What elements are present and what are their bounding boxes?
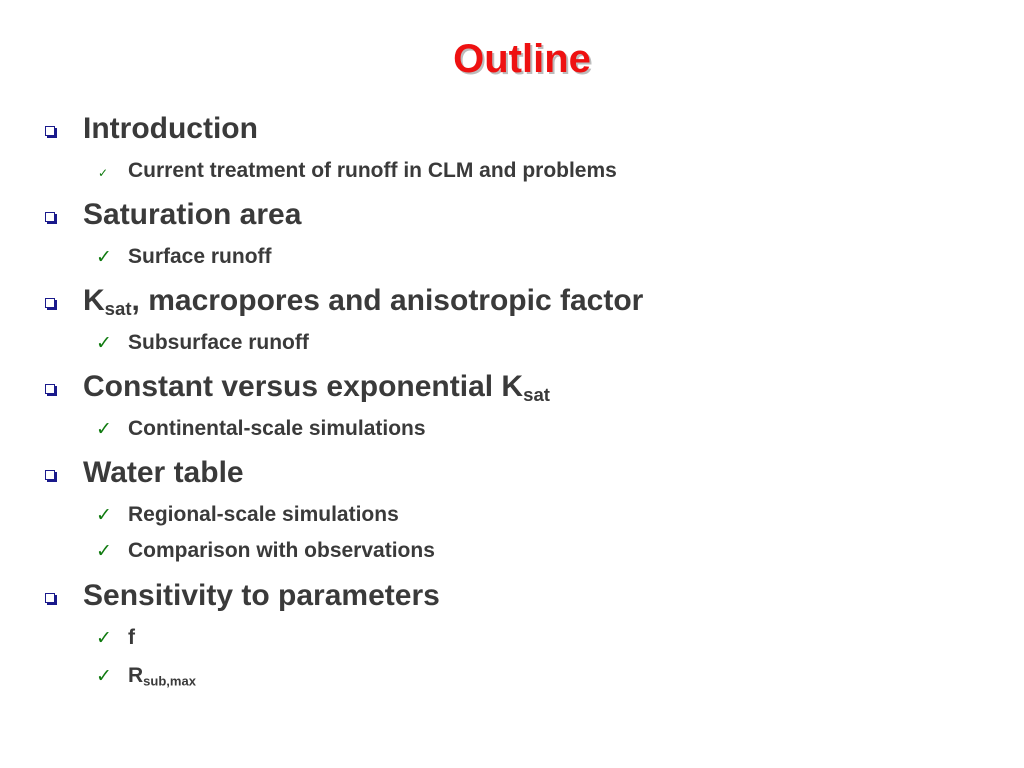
outline-subitem-label: Regional-scale simulations <box>128 503 399 526</box>
outline-subitem <box>96 502 399 528</box>
subscript: sat <box>104 298 132 320</box>
outline-subitem <box>96 538 435 564</box>
outline-item-label: Introduction <box>83 112 258 145</box>
outline-item <box>83 283 643 319</box>
subscript: sat <box>523 384 550 406</box>
outline-item <box>83 578 440 614</box>
square-bullet-icon <box>45 384 55 394</box>
outline-subitem-label: Surface runoff <box>128 245 272 268</box>
checkmark-icon: ✓ <box>96 246 112 268</box>
outline-subitem-label: Subsurface runoff <box>128 331 309 354</box>
outline-subitem-label: Current treatment of runoff in CLM and problems <box>128 159 617 182</box>
outline-item-label: Sensitivity to parameters <box>83 579 440 612</box>
outline-subitem <box>98 158 617 184</box>
slide-title: Outline <box>453 37 591 81</box>
checkmark-icon: ✓ <box>96 540 112 562</box>
outline-item <box>83 369 550 405</box>
square-bullet-icon <box>45 212 55 222</box>
checkmark-icon: ✓ <box>98 166 109 180</box>
outline-subitem <box>96 244 272 270</box>
square-bullet-icon <box>45 126 55 136</box>
outline-subitem <box>96 330 309 356</box>
outline-subitem <box>96 416 426 442</box>
outline-item-label: Water table <box>83 456 244 489</box>
outline-item <box>83 197 301 233</box>
checkmark-icon: ✓ <box>96 504 112 526</box>
outline-item-label: Saturation area <box>83 198 302 231</box>
outline-subitem-label: Continental-scale simulations <box>128 417 426 440</box>
outline-item-label: Constant versus exponential $K_{sat}$ <box>83 370 550 406</box>
outline-item <box>83 455 244 491</box>
outline-subitem-label: f <box>128 626 135 649</box>
square-bullet-icon <box>45 593 55 603</box>
checkmark-icon: ✓ <box>96 665 112 687</box>
outline-item <box>83 111 258 147</box>
outline-item-label: $K_{sat}$, macropores and anisotropic factor <box>83 284 644 320</box>
checkmark-icon: ✓ <box>96 627 112 649</box>
outline-subitem-label: $R_{sub,max}$ <box>128 664 196 689</box>
square-bullet-icon <box>45 298 55 308</box>
outline-subitem-label: Comparison with observations <box>128 539 435 562</box>
subscript: sub,max <box>143 673 196 689</box>
outline-subitem <box>96 625 135 651</box>
outline-subitem <box>96 663 196 689</box>
checkmark-icon: ✓ <box>96 332 112 354</box>
square-bullet-icon <box>45 470 55 480</box>
checkmark-icon: ✓ <box>96 418 112 440</box>
